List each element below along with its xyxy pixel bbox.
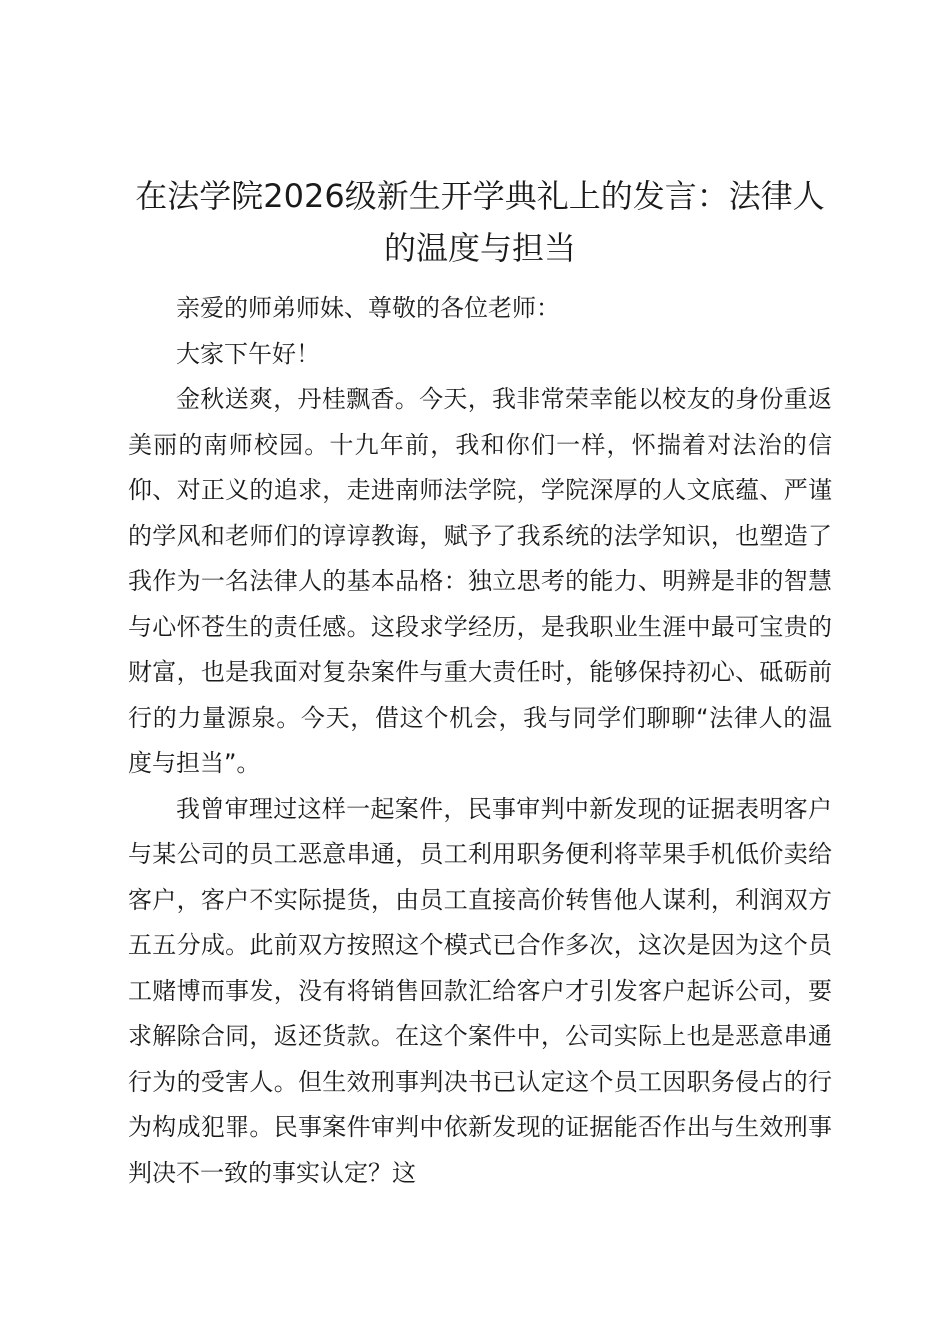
document-page bbox=[128, 170, 832, 1196]
salutation-paragraph: 亲爱的师弟师妹、尊敬的各位老师： bbox=[176, 294, 560, 322]
body-paragraph-intro: 金秋送爽，丹桂飘香。今天，我非常荣幸能以校友的身份重返美丽的南师校园。十九年前，我和你们一样，怀揣着对法治的信仰、对正义的追求，走进南师法学院，学院深厚的人文底蕴、严谨的学风和老师们的谆谆教诲，赋予了我系统的法学知识，也塑造了我作为一名法律人的基本品格：独立思考的能力、明辨是非的智慧与心怀苍生的责任感。这段求学经历，是我职业生涯中最可宝贵的财富，也是我面对复杂案件与重大责任时，能够保持初心、砥砺前行的力量源泉。今天，借这个机会，我与同学们聊聊“法律人的温度与担当”。 bbox=[128, 385, 832, 777]
greeting-paragraph: 大家下午好！ bbox=[176, 339, 320, 368]
body-paragraph-case: 我曾审理过这样一起案件，民事审判中新发现的证据表明客户与某公司的员工恶意串通，员工利用职务便利将苹果手机低价卖给客户，客户不实际提货，由员工直接高价转售他人谋利，利润双方五五分成。此前双方按照这个模式已合作多次，这次是因为这个员工赌博而事发，没有将销售回款汇给客户才引发客户起诉公司，要求解除合同，返还货款。在这个案件中，公司实际上也是恶意串通行为的受害人。但生效刑事判决书已认定这个员工因职务侵占的行为构成犯罪。民事案件审判中依新发现的证据能否作出与生效刑事判决不一致的事实认定？这 bbox=[128, 794, 832, 1187]
document-title: 在法学院2026级新生开学典礼上的发言：法律人的温度与担当 bbox=[135, 177, 825, 267]
